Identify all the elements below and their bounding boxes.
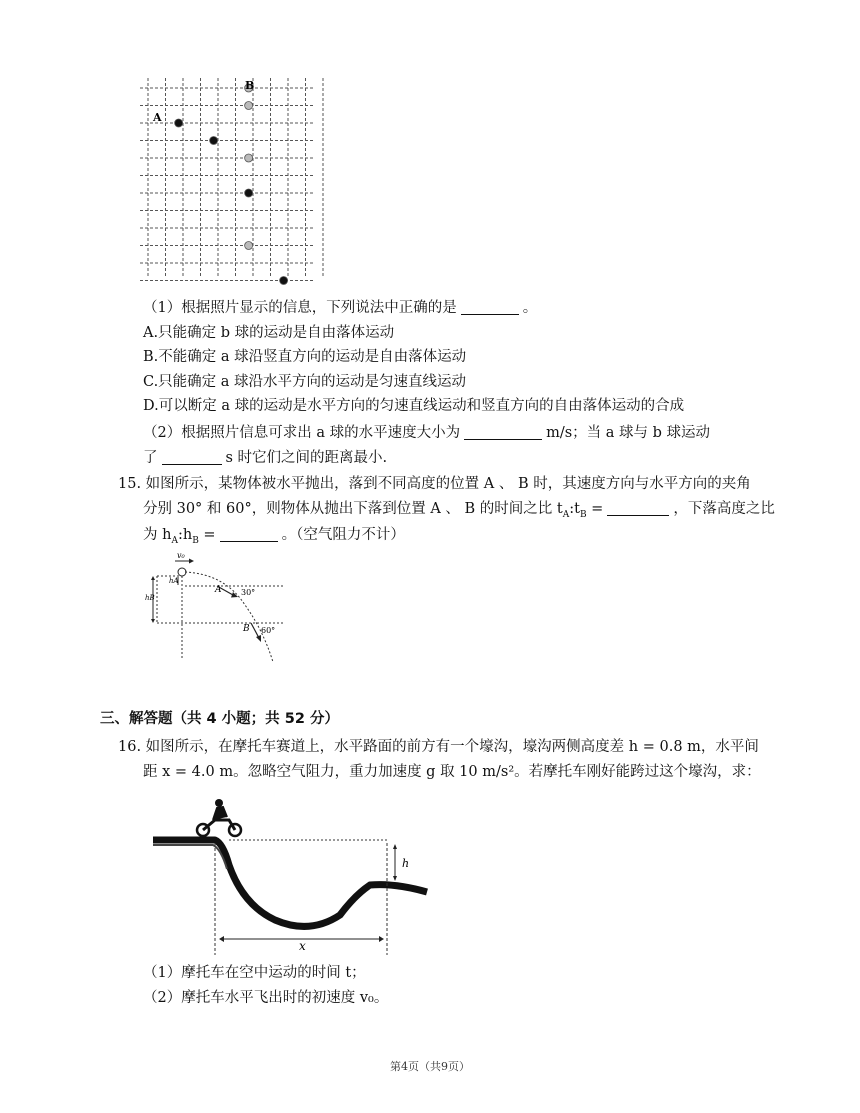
ball-b xyxy=(245,154,253,162)
ha-label: hA xyxy=(169,577,179,585)
q14-part2-cont: 了 s 时它们之间的距离最小. xyxy=(143,450,388,466)
q16-sub2: （2）摩托车水平飞出时的初速度 v₀。 xyxy=(143,990,389,1006)
ball-a xyxy=(175,119,183,127)
ball-b xyxy=(245,102,253,110)
projectile-figure xyxy=(145,550,295,668)
ball-a xyxy=(245,189,253,197)
answer-blank[interactable] xyxy=(220,525,278,542)
v0-label: v₀ xyxy=(177,551,185,560)
point-a-label: A xyxy=(215,585,222,595)
h-label: h xyxy=(402,857,410,870)
option-d: D.可以断定 a 球的运动是水平方向的匀速直线运动和竖直方向的自由落体运动的合成 xyxy=(143,398,685,414)
q15-line3: 为 $h_A:h_B$ = 。（空气阻力不计） xyxy=(143,527,405,546)
q15-line1: 15. 如图所示，某物体被水平抛出，落到不同高度的位置 A 、 B 时，其速度方向与水平方向的夹角 xyxy=(118,476,751,492)
x-label: x xyxy=(299,939,306,953)
answer-blank[interactable] xyxy=(461,298,519,315)
page-footer: 第4页（共9页） xyxy=(390,1060,470,1073)
q16-line1: 16. 如图所示，在摩托车赛道上，水平路面的前方有一个壕沟，壕沟两侧高度差 h = 0.8 m，水平间 xyxy=(118,739,759,755)
ball-b xyxy=(245,242,253,250)
q16-line2: 距 x = 4.0 m。忽略空气阻力，重力加速度 g 取 10 m/s²。若摩托车刚好能跨过这个壕沟，求： xyxy=(143,764,761,780)
ball-a xyxy=(280,277,288,285)
q14-part1: （1）根据照片显示的信息，下列说法中正确的是 。 xyxy=(143,300,538,316)
hb-label: hB xyxy=(145,594,155,602)
option-a: A.只能确定 b 球的运动是自由落体运动 xyxy=(143,325,395,341)
motorcycle-ditch-figure xyxy=(145,795,440,960)
q14-part2: （2）根据照片信息可求出 a 球的水平速度大小为 m/s；当 a 球与 b 球运动 xyxy=(143,425,711,441)
angle-60-label: 60° xyxy=(261,626,276,635)
strobe-grid-figure xyxy=(140,78,325,288)
motorcycle-icon xyxy=(197,799,241,836)
point-b-label: B xyxy=(243,624,250,634)
ball-a xyxy=(210,137,218,145)
q16-sub1: （1）摩托车在空中运动的时间 t； xyxy=(143,965,366,981)
angle-30-label: 30° xyxy=(241,588,256,597)
q15-line2: 分别 30° 和 60°，则物体从抛出下落到位置 A 、 B 的时间之比 $t_A:t_B$ = ，下落高度之比 xyxy=(143,501,775,520)
answer-blank[interactable] xyxy=(607,499,669,516)
option-b: B.不能确定 a 球沿竖直方向的运动是自由落体运动 xyxy=(143,349,467,365)
answer-blank[interactable] xyxy=(464,423,542,440)
answer-blank[interactable] xyxy=(162,448,222,465)
section-title: 三、解答题（共 4 小题；共 52 分） xyxy=(100,711,339,727)
option-c: C.只能确定 a 球沿水平方向的运动是匀速直线运动 xyxy=(143,374,467,390)
label-a: A xyxy=(153,111,162,124)
label-b: B xyxy=(245,79,255,92)
